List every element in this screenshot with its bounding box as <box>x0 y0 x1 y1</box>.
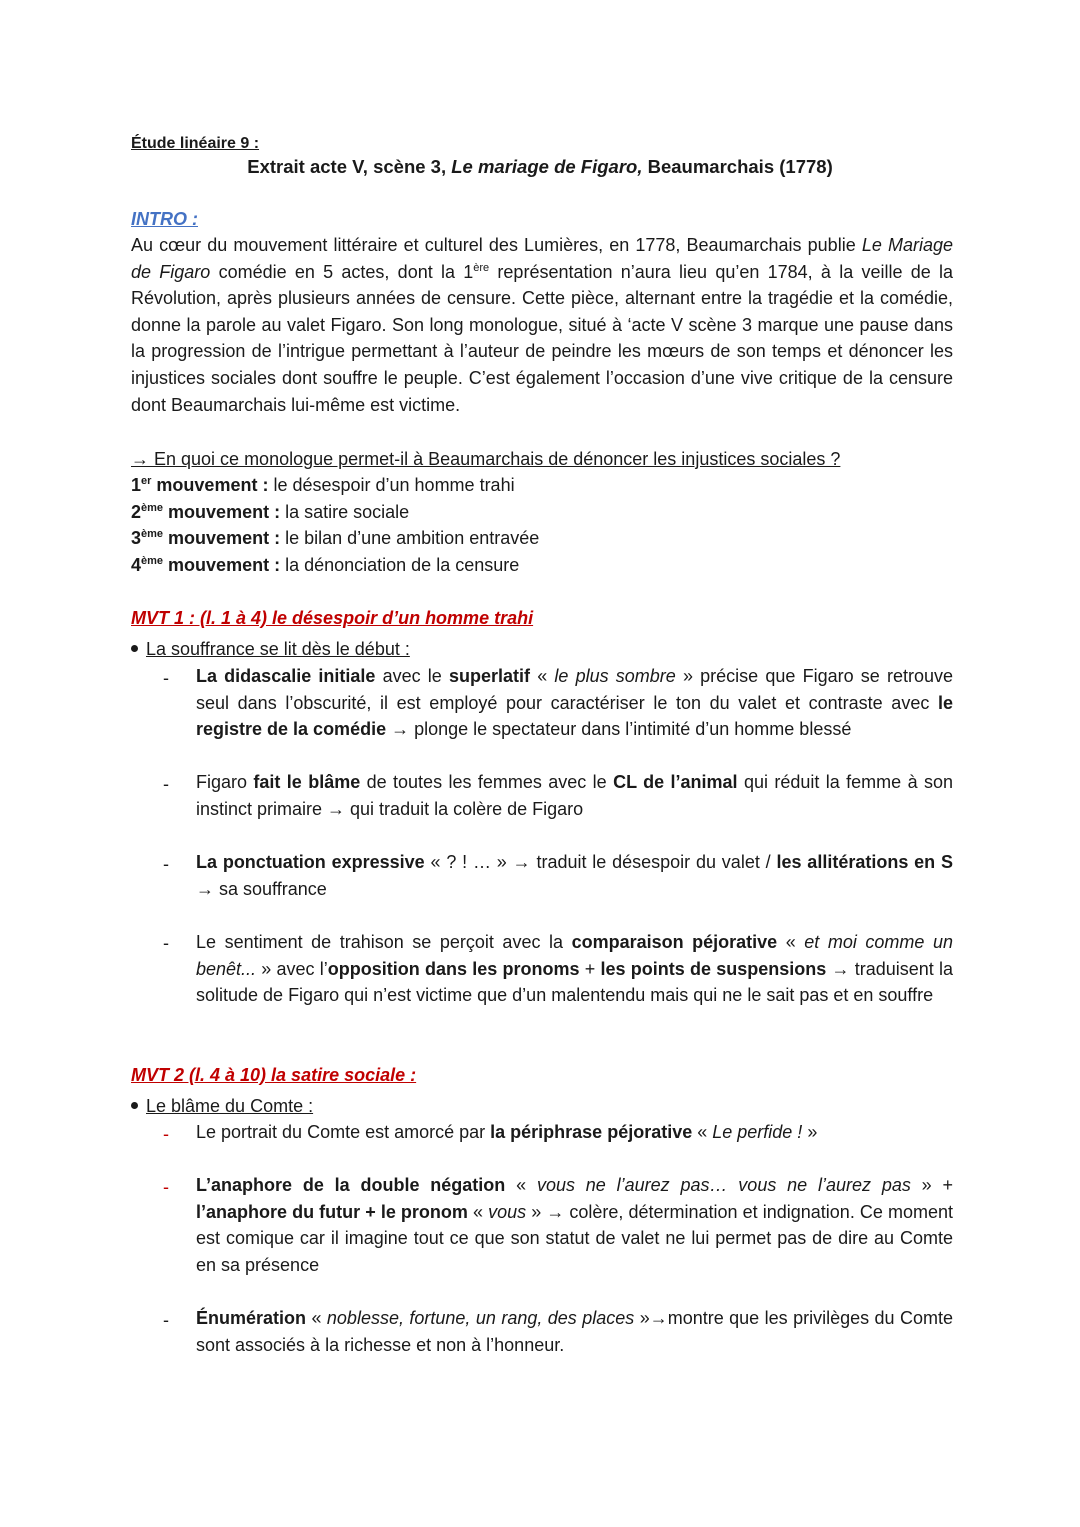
dash-icon: - <box>163 1310 169 1330</box>
mvt1-bullet: La souffrance se lit dès le début : <box>127 636 410 663</box>
dash-icon: - <box>163 1124 169 1144</box>
mvt1-heading: MVT 1 : (l. 1 à 4) le désespoir d’un homme trahi <box>131 608 534 628</box>
mvt1-item-trahison: Le sentiment de trahison se perçoit avec la comparaison péjorative « et moi comme un benêt... » avec l’opposition dans les pronoms + les points de suspensions → traduisent la solitude de Figaro qui n’est victime que d’un malentendu mais qui ne le sait pas et en souffre <box>196 932 953 1006</box>
intro-paragraph: Au cœur du mouvement littéraire et culturel des Lumières, en 1778, Beaumarchais publie Le Mariage de Figaro comédie en 5 actes, dont la 1ère représentation n’aura lieu qu’en 1784, à la veille de la Révolution, après plusieurs années de censure. Cette pièce, alternant entre la tragédie et la comédie, donne la parole au valet Figaro. Son long monologue, situé à ‘acte V scène 3 marque une pause dans la progression de l’intrigue permettant à l’auteur de peindre les mœurs de son temps et dénoncer les injustices sociales dont souffre le peuple. C’est également l’occasion d’une vive critique de la censure dont Beaumarchais lui-même est victime. <box>131 235 954 415</box>
dash-icon: - <box>163 933 169 953</box>
mvt1-item-blame: Figaro fait le blâme de toutes les femmes avec le CL de l’animal qui réduit la femme à son instinct primaire → qui traduit la colère de Figaro <box>196 772 953 819</box>
mvt1-item-didascalie: La didascalie initiale avec le superlatif « le plus sombre » précise que Figaro se retrouve seul dans l’obscurité, il est employé pour caractériser le ton du valet et contraste avec le registre de la comédie → plonge le spectateur dans l’intimité d’un homme blessé <box>196 666 953 740</box>
mvt2-heading: MVT 2 (l. 4 à 10) la satire sociale : <box>131 1065 417 1085</box>
document-title: Extrait acte V, scène 3, Le mariage de Figaro, Beaumarchais (1778) <box>247 156 833 177</box>
mouvement-line-4: 4ème mouvement : la dénonciation de la censure <box>131 555 520 575</box>
bullet-dot-icon <box>131 645 138 652</box>
mvt1-item-ponctuation: La ponctuation expressive « ? ! … » → traduit le désespoir du valet / les allitérations en S → sa souffrance <box>196 852 953 899</box>
dash-icon: - <box>163 668 169 688</box>
dash-icon: - <box>163 1177 169 1197</box>
etude-label: Étude linéaire 9 : <box>131 135 260 152</box>
dash-icon: - <box>163 854 169 874</box>
dash-icon: - <box>163 774 169 794</box>
mouvement-line-3: 3ème mouvement : le bilan d’une ambition entravée <box>131 528 540 548</box>
mvt2-bullet: Le blâme du Comte : <box>127 1093 313 1120</box>
mvt2-item-enumeration: Énumération « noblesse, fortune, un rang, des places »→montre que les privilèges du Comte sont associés à la richesse et non à l’honneur. <box>196 1308 954 1355</box>
problematique: → En quoi ce monologue permet-il à Beaumarchais de dénoncer les injustices sociales ? <box>131 449 841 469</box>
mouvement-line-2: 2ème mouvement : la satire sociale <box>131 502 410 522</box>
mvt2-item-portrait: Le portrait du Comte est amorcé par la périphrase péjorative « Le perfide ! » <box>196 1122 818 1142</box>
intro-heading: INTRO : <box>131 209 198 229</box>
mouvement-line-1: 1er mouvement : le désespoir d’un homme trahi <box>131 475 515 495</box>
mvt2-item-anaphore: L’anaphore de la double négation « vous ne l’aurez pas… vous ne l’aurez pas » + l’anaphore du futur + le pronom « vous » → colère, détermination et indignation. Ce moment est comique car il imagine tout ce que son statut de valet ne lui permet pas de dire au Comte en sa présence <box>196 1175 954 1275</box>
bullet-dot-icon <box>131 1102 138 1109</box>
